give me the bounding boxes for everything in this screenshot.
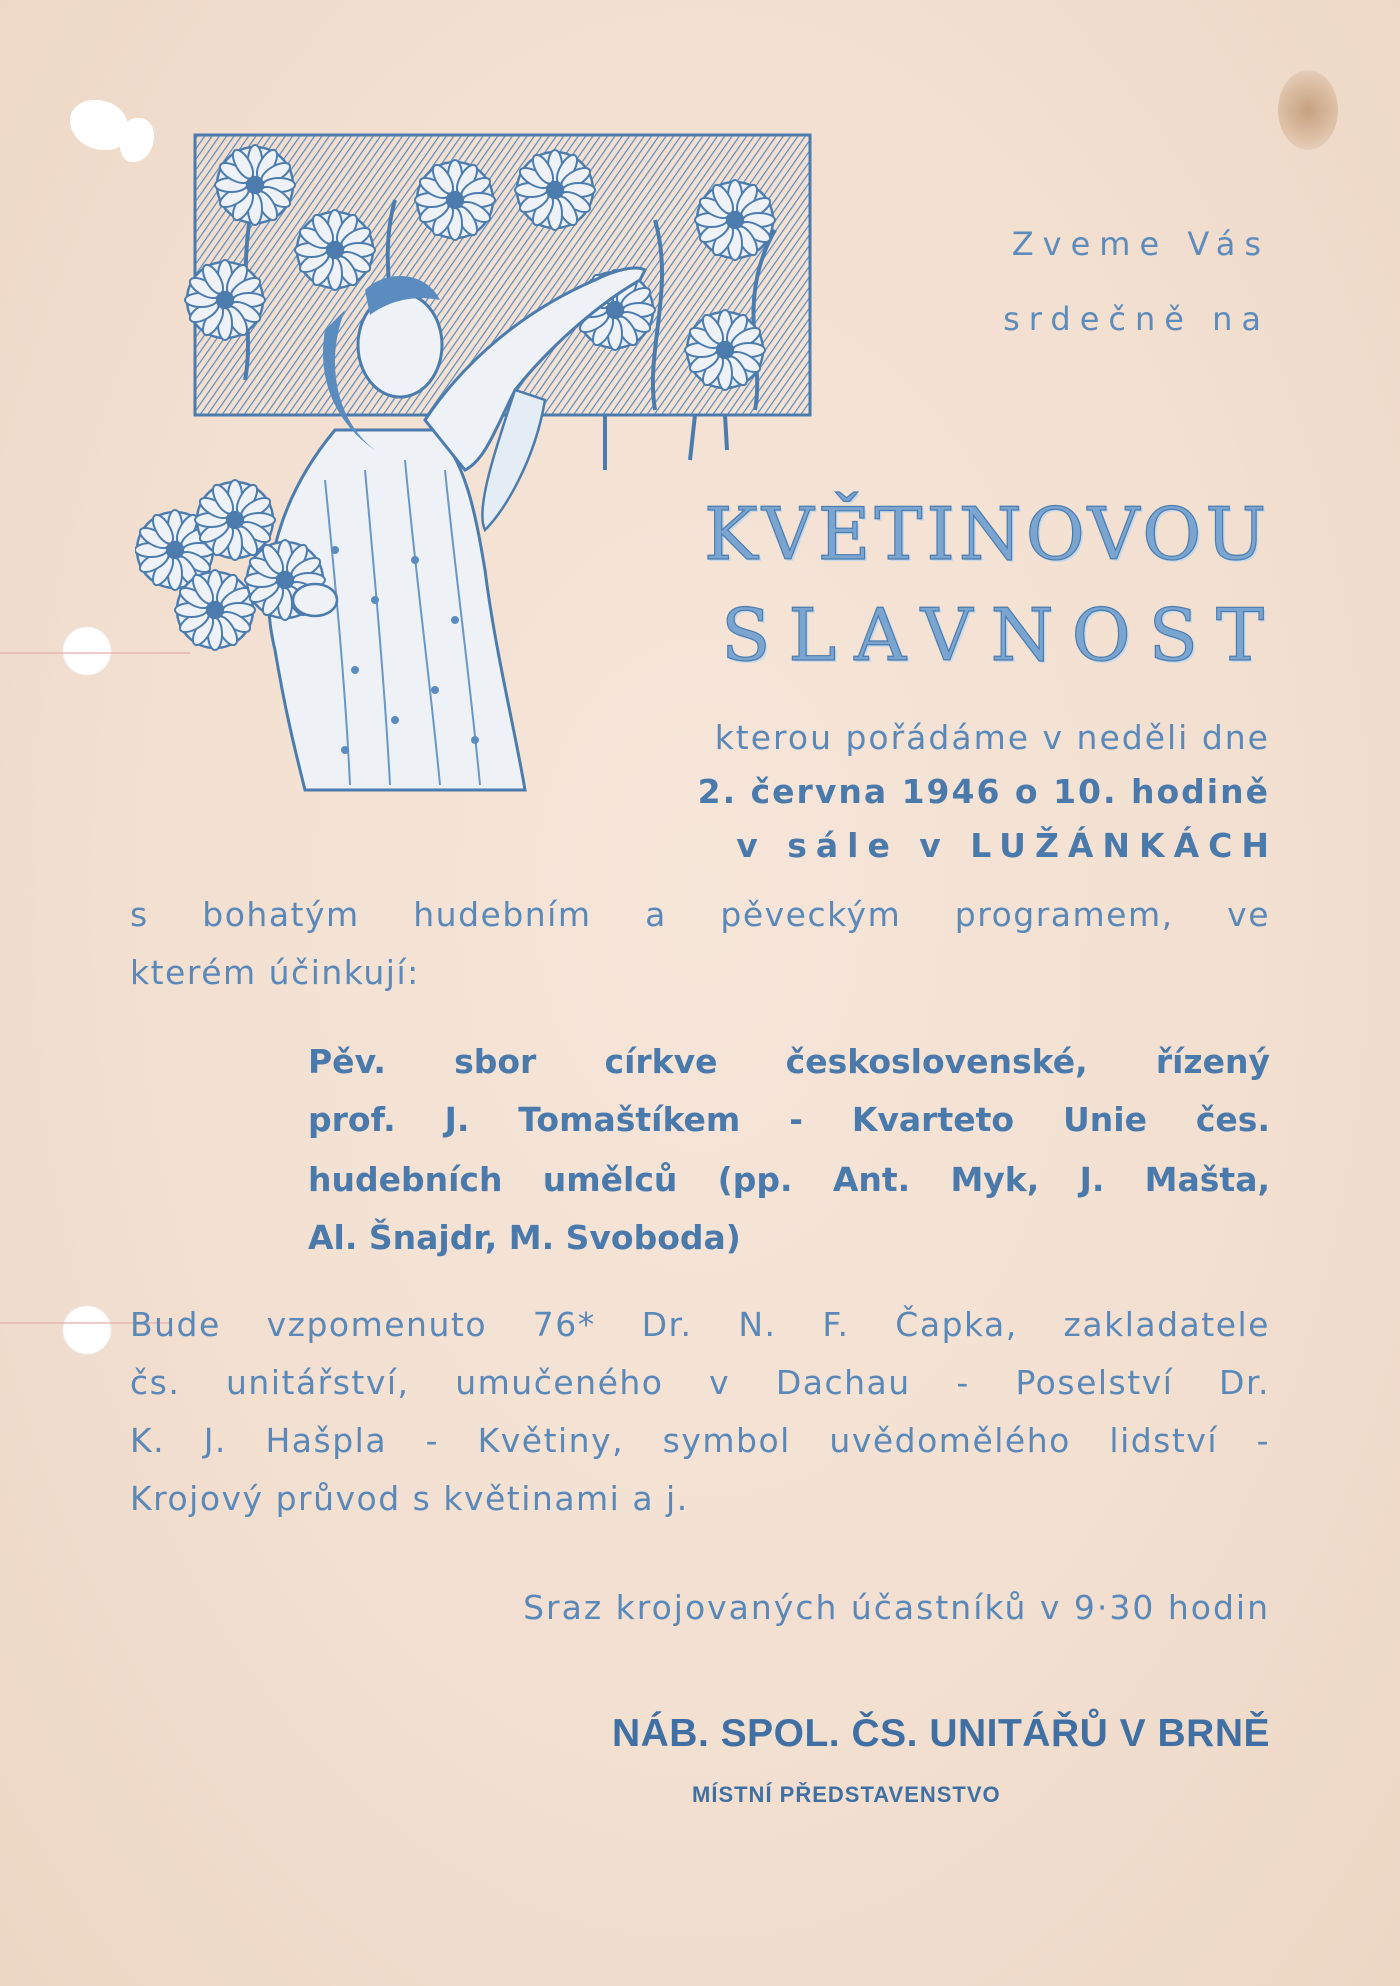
punch-hole-bottom — [62, 1305, 112, 1355]
organizer-name: NÁB. SPOL. ČS. UNITÁŘŮ V BRNĚ — [611, 1712, 1270, 1755]
details-line-1: Bude vzpomenuto 76* Dr. N. F. Čapka, zakladatele — [130, 1305, 1270, 1344]
venue-line: v sále v LUŽÁNKÁCH — [736, 826, 1278, 865]
gathering-line: Sraz krojovaných účastníků v 9·30 hodin — [523, 1588, 1270, 1627]
title-line-1: KVĚTINOVOU — [703, 492, 1270, 576]
performers-line-4: Al. Šnajdr, M. Svoboda) — [308, 1218, 741, 1257]
performers-line-2: prof. J. Tomaštíkem - Kvarteto Unie čes. — [308, 1100, 1270, 1139]
paper-stain — [1278, 70, 1338, 150]
performers-line-1: Pěv. sbor církve československé, řízený — [308, 1042, 1270, 1081]
title-line-2: SLAVNOST — [721, 593, 1282, 677]
details-line-2: čs. unitářství, umučeného v Dachau - Poselství Dr. — [130, 1363, 1270, 1402]
details-line-3: K. J. Hašpla - Květiny, symbol uvědomělého lidství - — [130, 1421, 1270, 1460]
greeting-line-2: srdečně na — [1003, 300, 1270, 338]
greeting-line-1: Zveme Vás — [1011, 225, 1270, 263]
illustration-woman-with-flowers-icon — [135, 130, 825, 795]
date-line: 2. června 1946 o 10. hodině — [697, 772, 1270, 811]
punch-hole-top — [62, 626, 112, 676]
details-line-4: Krojový průvod s květinami a j. — [130, 1479, 689, 1518]
organizer-board: MÍSTNÍ PŘEDSTAVENSTVO — [692, 1782, 1001, 1807]
performers-line-3: hudebních umělců (pp. Ant. Myk, J. Mašta, — [308, 1160, 1270, 1199]
program-line-1: s bohatým hudebním a pěveckým programem, ve — [130, 895, 1270, 934]
program-line-2: kterém účinkují: — [130, 953, 420, 992]
intro-line: kterou pořádáme v neděli dne — [714, 718, 1270, 757]
